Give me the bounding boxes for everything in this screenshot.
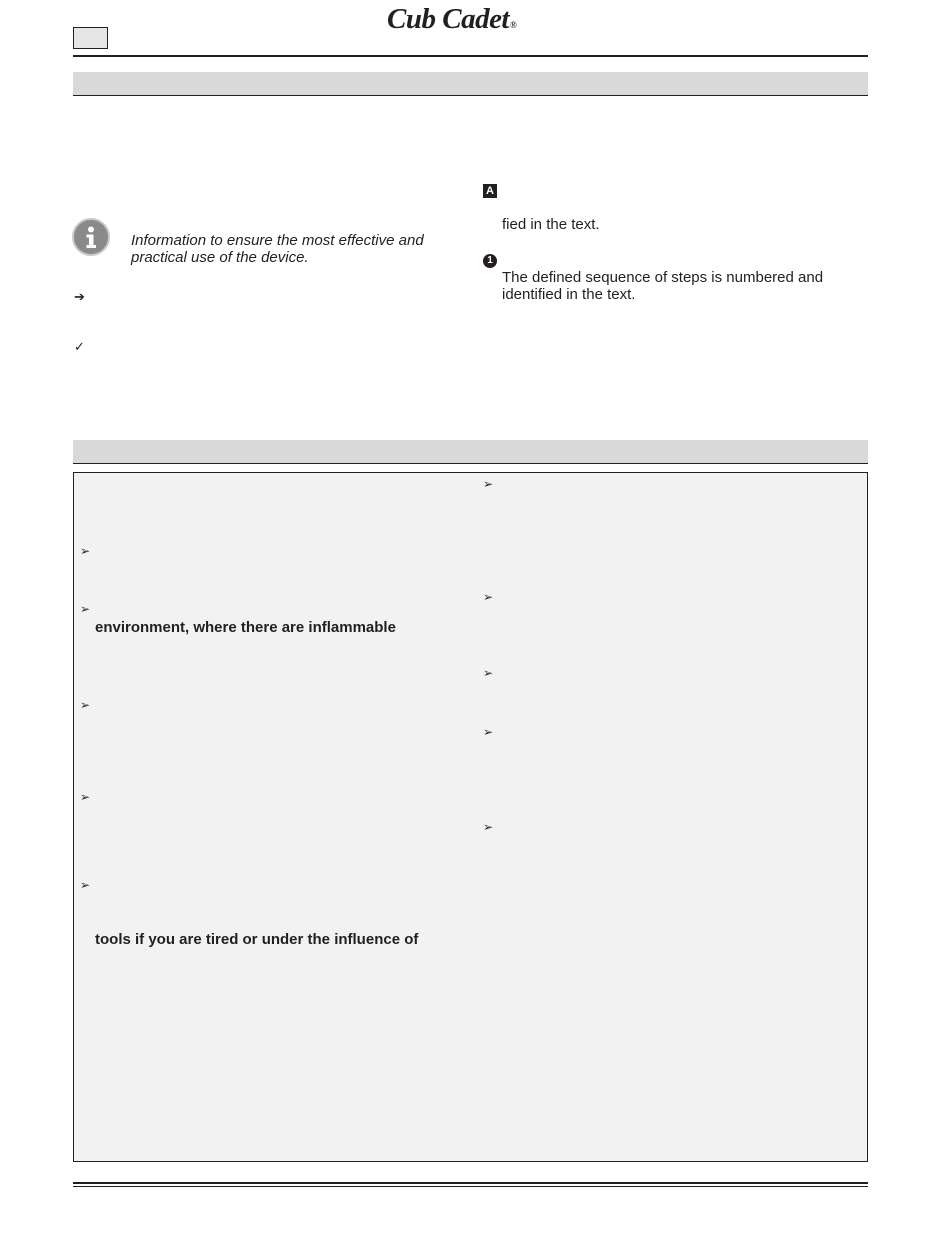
- section-bar-symbols: [73, 72, 868, 96]
- step-text-line-2: identified in the text.: [502, 286, 636, 303]
- safety-text-line: environment, where there are inflammable: [95, 619, 396, 636]
- cub-cadet-logo: [387, 3, 516, 36]
- info-icon: [72, 218, 110, 256]
- info-text-line-1: Information to ensure the most effective and: [131, 232, 424, 249]
- step-number-text: [502, 269, 868, 303]
- letter-reference-text: fied in the text.: [502, 216, 600, 233]
- arrowhead-bullet-icon: ➢: [80, 878, 91, 892]
- arrowhead-bullet-icon: ➢: [483, 666, 494, 680]
- arrowhead-bullet-icon: ➢: [80, 602, 91, 616]
- arrow-right-icon: ➔: [74, 289, 85, 304]
- safety-text-line: tools if you are tired or under the influence of: [95, 931, 419, 948]
- info-description: [131, 233, 461, 266]
- arrowhead-bullet-icon: ➢: [483, 590, 494, 604]
- step-number-badge: 1: [483, 254, 497, 268]
- arrowhead-bullet-icon: ➢: [80, 790, 91, 804]
- arrowhead-bullet-icon: ➢: [483, 725, 494, 739]
- page-number-box: [73, 27, 108, 49]
- arrowhead-bullet-icon: ➢: [80, 698, 91, 712]
- letter-reference-badge: A: [483, 184, 497, 198]
- registered-mark: ®: [510, 20, 517, 30]
- footer-rule-top: [73, 1182, 868, 1184]
- section-bar-safety: [73, 440, 868, 464]
- arrowhead-bullet-icon: ➢: [483, 477, 494, 491]
- footer-rule-bottom: [73, 1186, 868, 1187]
- checkmark-icon: ✓: [74, 339, 85, 354]
- step-text-line-1: The defined sequence of steps is numbered and: [502, 269, 824, 286]
- arrowhead-bullet-icon: ➢: [80, 544, 91, 558]
- info-text-line-2: practical use of the device.: [131, 248, 309, 266]
- arrowhead-bullet-icon: ➢: [483, 820, 494, 834]
- brand-name: Cub Cadet: [387, 3, 509, 35]
- safety-notice-box: [73, 472, 868, 1162]
- header-rule: [73, 55, 868, 57]
